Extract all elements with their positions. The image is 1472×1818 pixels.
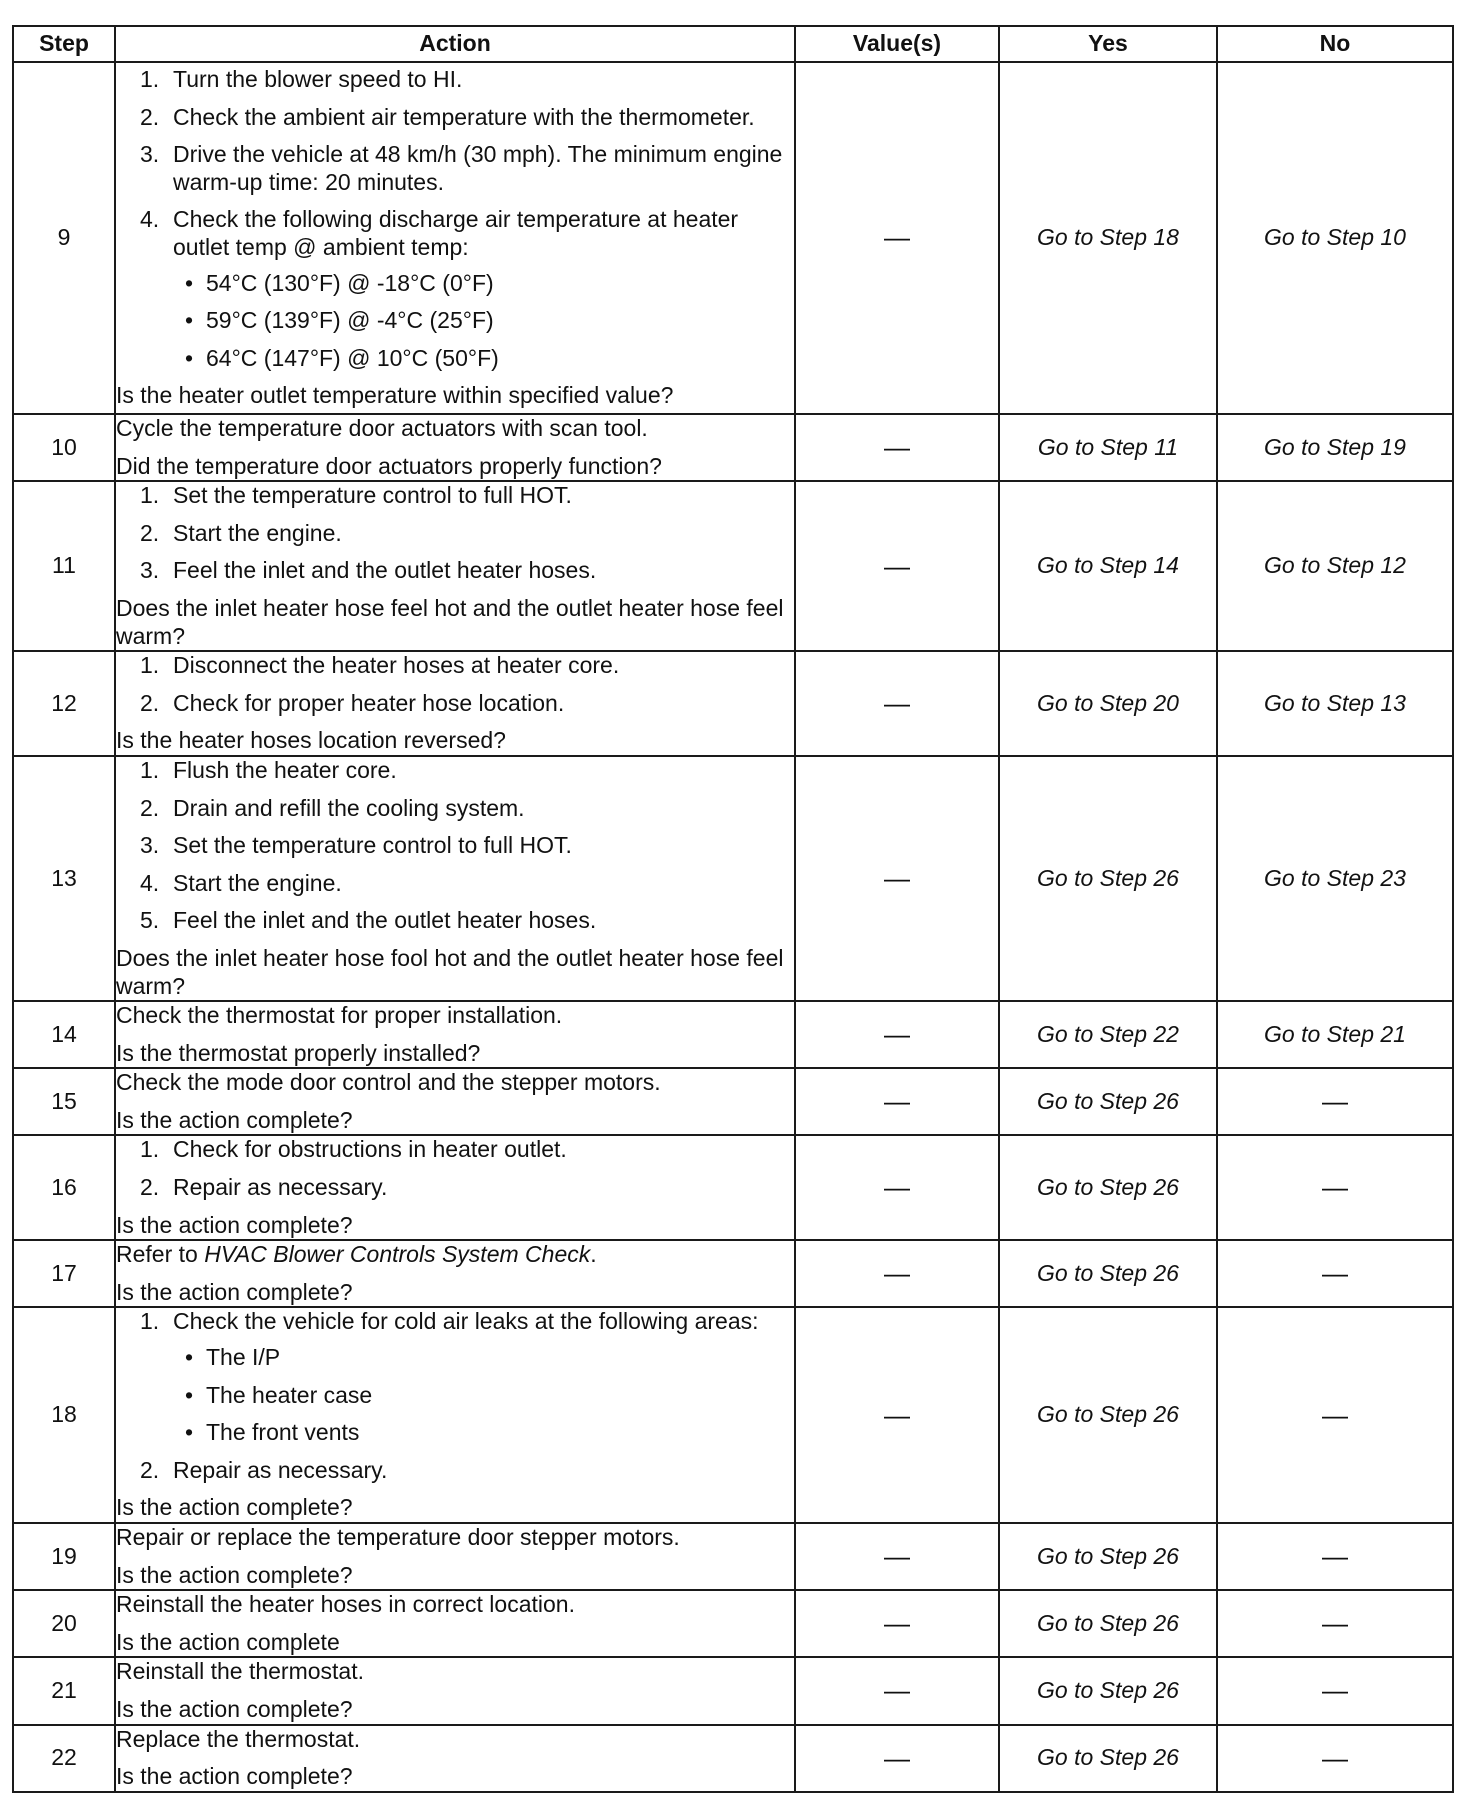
action-question: Does the inlet heater hose fool hot and the outlet heater hose feel warm?	[116, 944, 784, 999]
no-cell: —	[1217, 1590, 1453, 1657]
action-step-number: 3.	[140, 557, 160, 584]
value-cell: —	[795, 1725, 999, 1792]
yes-cell: Go to Step 22	[999, 1001, 1217, 1068]
action-question: Is the action complete?	[116, 1278, 353, 1305]
yes-cell: Go to Step 26	[999, 1068, 1217, 1135]
action-step-text: Repair as necessary.	[173, 1456, 388, 1483]
action-step	[116, 690, 794, 718]
action-step-text: Feel the inlet and the outlet heater hoses.	[173, 907, 597, 934]
bullet-dot-icon: •	[185, 307, 194, 334]
bullet-dot-icon: •	[185, 1344, 194, 1371]
action-step-text: Check the following discharge air temperature at heater outlet temp @ ambient temp:	[173, 206, 739, 260]
action-step-number: 2.	[140, 103, 160, 130]
value-cell: —	[795, 651, 999, 756]
action-question: Is the action complete?	[116, 1695, 353, 1722]
bullet-item	[173, 345, 794, 373]
value-cell: —	[795, 1307, 999, 1523]
bullet-text: 59°C (139°F) @ -4°C (25°F)	[206, 307, 494, 334]
action-step-text: Turn the blower speed to HI.	[173, 66, 463, 93]
action-step-text: Feel the inlet and the outlet heater hoses.	[173, 557, 597, 584]
no-cell: Go to Step 13	[1217, 651, 1453, 756]
step-number: 9	[13, 62, 115, 414]
bullet-item	[173, 307, 794, 335]
action-step	[116, 104, 794, 132]
action-cell	[115, 62, 795, 414]
action-text	[116, 1241, 794, 1269]
action-step-text: Set the temperature control to full HOT.	[173, 832, 572, 859]
action-step	[116, 141, 794, 196]
table-row	[13, 1001, 1453, 1068]
step-number: 10	[13, 414, 115, 481]
yes-cell: Go to Step 11	[999, 414, 1217, 481]
action-step-number: 4.	[140, 206, 160, 233]
action-step	[116, 1174, 794, 1202]
no-cell: Go to Step 10	[1217, 62, 1453, 414]
value-cell: —	[795, 414, 999, 481]
table-row	[13, 1135, 1453, 1240]
yes-cell: Go to Step 14	[999, 481, 1217, 651]
value-cell: —	[795, 1523, 999, 1590]
value-cell: —	[795, 62, 999, 414]
yes-cell: Go to Step 26	[999, 1523, 1217, 1590]
action-step-number: 1.	[140, 66, 160, 93]
action-question: Is the action complete?	[116, 1494, 353, 1521]
header-action: Action	[115, 26, 795, 62]
bullet-dot-icon: •	[185, 1381, 194, 1408]
action-step-number: 2.	[140, 689, 160, 716]
value-cell: —	[795, 1068, 999, 1135]
reference-title: HVAC Blower Controls System Check	[204, 1241, 591, 1268]
bullet-text: The heater case	[206, 1381, 373, 1408]
value-cell: —	[795, 1001, 999, 1068]
action-step-text: Check for obstructions in heater outlet.	[173, 1136, 567, 1163]
table-row	[13, 756, 1453, 1001]
no-cell: —	[1217, 1307, 1453, 1523]
action-cell	[115, 1240, 795, 1307]
value-cell: —	[795, 756, 999, 1001]
value-cell: —	[795, 1590, 999, 1657]
action-question: Is the action complete?	[116, 1763, 353, 1790]
action-cell	[115, 1307, 795, 1523]
value-cell: —	[795, 1657, 999, 1724]
header-yes: Yes	[999, 26, 1217, 62]
bullet-dot-icon: •	[185, 1419, 194, 1446]
action-step-number: 1.	[140, 756, 160, 783]
table-row	[13, 414, 1453, 481]
action-step-number: 1.	[140, 482, 160, 509]
action-cell	[115, 1657, 795, 1724]
action-cell	[115, 1523, 795, 1590]
action-question: Is the thermostat properly installed?	[116, 1039, 481, 1066]
diagnostic-table	[12, 25, 1454, 1793]
no-cell: Go to Step 23	[1217, 756, 1453, 1001]
action-text: Cycle the temperature door actuators with scan tool.	[116, 415, 648, 441]
step-number: 11	[13, 481, 115, 651]
action-question: Did the temperature door actuators properly function?	[116, 452, 662, 479]
table-row	[13, 1523, 1453, 1590]
action-step	[116, 66, 794, 94]
table-row	[13, 1307, 1453, 1523]
step-number: 16	[13, 1135, 115, 1240]
table-row	[13, 62, 1453, 414]
step-number: 21	[13, 1657, 115, 1724]
step-number: 19	[13, 1523, 115, 1590]
table-body	[13, 62, 1453, 1792]
action-text: Reinstall the thermostat.	[116, 1658, 365, 1685]
action-text-prefix: Refer to	[116, 1241, 205, 1268]
bullet-text: The front vents	[206, 1419, 360, 1446]
action-step-text: Drive the vehicle at 48 km/h (30 mph). The minimum engine warm-up time: 20 minutes.	[173, 141, 783, 195]
action-question: Is the action complete?	[116, 1106, 353, 1133]
no-cell: —	[1217, 1068, 1453, 1135]
action-cell	[115, 1001, 795, 1068]
action-step-text: Disconnect the heater hoses at heater core.	[173, 652, 620, 679]
bullet-dot-icon: •	[185, 344, 194, 371]
action-step-number: 2.	[140, 794, 160, 821]
bullet-dot-icon: •	[185, 269, 194, 296]
bullet-text: 54°C (130°F) @ -18°C (0°F)	[206, 269, 494, 296]
action-steps-list	[116, 1136, 794, 1201]
yes-cell: Go to Step 26	[999, 1307, 1217, 1523]
action-step	[116, 482, 794, 510]
yes-cell: Go to Step 18	[999, 62, 1217, 414]
no-cell: —	[1217, 1657, 1453, 1724]
step-number: 18	[13, 1307, 115, 1523]
yes-cell: Go to Step 26	[999, 1240, 1217, 1307]
table-row	[13, 1240, 1453, 1307]
action-step	[116, 652, 794, 680]
value-cell: —	[795, 1240, 999, 1307]
action-step-number: 4.	[140, 869, 160, 896]
no-cell: —	[1217, 1240, 1453, 1307]
yes-cell: Go to Step 26	[999, 1135, 1217, 1240]
table-row	[13, 1068, 1453, 1135]
action-step	[116, 795, 794, 823]
action-step-text: Repair as necessary.	[173, 1174, 388, 1201]
action-step	[116, 1308, 794, 1446]
action-steps-list	[116, 66, 794, 372]
action-question: Is the action complete?	[116, 1211, 353, 1238]
action-question: Is the heater hoses location reversed?	[116, 727, 506, 754]
action-step	[116, 1457, 794, 1485]
action-step-number: 1.	[140, 1136, 160, 1163]
action-step-text: Start the engine.	[173, 869, 342, 896]
bullet-item	[173, 1419, 794, 1447]
action-step	[116, 520, 794, 548]
no-cell: Go to Step 19	[1217, 414, 1453, 481]
yes-cell: Go to Step 26	[999, 1725, 1217, 1792]
action-text: Repair or replace the temperature door stepper motors.	[116, 1524, 680, 1550]
action-cell	[115, 481, 795, 651]
action-step	[116, 757, 794, 785]
bullet-text: The I/P	[206, 1344, 281, 1371]
action-step-number: 3.	[140, 832, 160, 859]
header-no: No	[1217, 26, 1453, 62]
action-step	[116, 907, 794, 935]
table-row	[13, 651, 1453, 756]
action-step	[116, 870, 794, 898]
action-text: Reinstall the heater hoses in correct location.	[116, 1591, 575, 1618]
action-step-text: Check for proper heater hose location.	[173, 689, 565, 716]
action-step-number: 1.	[140, 652, 160, 679]
bullet-list	[173, 1344, 794, 1447]
table-row	[13, 481, 1453, 651]
action-text: Check the mode door control and the stepper motors.	[116, 1069, 661, 1096]
action-text: Replace the thermostat.	[116, 1725, 361, 1752]
action-steps-list	[116, 482, 794, 585]
action-step	[116, 1136, 794, 1164]
action-cell	[115, 1135, 795, 1240]
bullet-list	[173, 270, 794, 373]
value-cell: —	[795, 481, 999, 651]
no-cell: —	[1217, 1135, 1453, 1240]
action-step-text: Check the vehicle for cold air leaks at the following areas:	[173, 1308, 759, 1335]
table-row	[13, 1725, 1453, 1792]
header-row	[13, 26, 1453, 62]
no-cell: Go to Step 12	[1217, 481, 1453, 651]
step-number: 14	[13, 1001, 115, 1068]
action-step-number: 2.	[140, 1456, 160, 1483]
action-step-number: 2.	[140, 519, 160, 546]
step-number: 17	[13, 1240, 115, 1307]
action-step-text: Check the ambient air temperature with the thermometer.	[173, 103, 755, 130]
step-number: 22	[13, 1725, 115, 1792]
action-step-number: 3.	[140, 141, 160, 168]
yes-cell: Go to Step 20	[999, 651, 1217, 756]
yes-cell: Go to Step 26	[999, 756, 1217, 1001]
no-cell: —	[1217, 1725, 1453, 1792]
action-text: Check the thermostat for proper installation.	[116, 1002, 563, 1029]
action-steps-list	[116, 1308, 794, 1484]
step-number: 15	[13, 1068, 115, 1135]
bullet-text: 64°C (147°F) @ 10°C (50°F)	[206, 344, 499, 371]
step-number: 20	[13, 1590, 115, 1657]
action-cell	[115, 1725, 795, 1792]
no-cell: Go to Step 21	[1217, 1001, 1453, 1068]
no-cell: —	[1217, 1523, 1453, 1590]
action-step-text: Start the engine.	[173, 519, 342, 546]
bullet-item	[173, 1382, 794, 1410]
action-step-number: 2.	[140, 1174, 160, 1201]
action-question: Is the action complete	[116, 1628, 340, 1655]
yes-cell: Go to Step 26	[999, 1657, 1217, 1724]
step-number: 12	[13, 651, 115, 756]
action-cell	[115, 1068, 795, 1135]
action-steps-list	[116, 652, 794, 717]
action-question: Does the inlet heater hose feel hot and the outlet heater hose feel warm?	[116, 594, 784, 649]
action-step-number: 1.	[140, 1308, 160, 1335]
bullet-item	[173, 1344, 794, 1372]
step-number: 13	[13, 756, 115, 1001]
action-cell	[115, 1590, 795, 1657]
bullet-item	[173, 270, 794, 298]
header-values: Value(s)	[795, 26, 999, 62]
action-steps-list	[116, 757, 794, 935]
value-cell: —	[795, 1135, 999, 1240]
table-row	[13, 1657, 1453, 1724]
yes-cell: Go to Step 26	[999, 1590, 1217, 1657]
action-step-text: Drain and refill the cooling system.	[173, 794, 525, 821]
action-cell	[115, 414, 795, 481]
action-cell	[115, 651, 795, 756]
action-cell	[115, 756, 795, 1001]
action-question: Is the action complete?	[116, 1561, 353, 1588]
action-step-number: 5.	[140, 907, 160, 934]
action-step	[116, 206, 794, 372]
table-row	[13, 1590, 1453, 1657]
action-step-text: Set the temperature control to full HOT.	[173, 482, 572, 509]
header-step: Step	[13, 26, 115, 62]
action-question: Is the heater outlet temperature within specified value?	[116, 382, 674, 409]
action-step-text: Flush the heater core.	[173, 756, 397, 783]
action-text-suffix: .	[590, 1241, 597, 1268]
action-step	[116, 832, 794, 860]
action-step	[116, 557, 794, 585]
